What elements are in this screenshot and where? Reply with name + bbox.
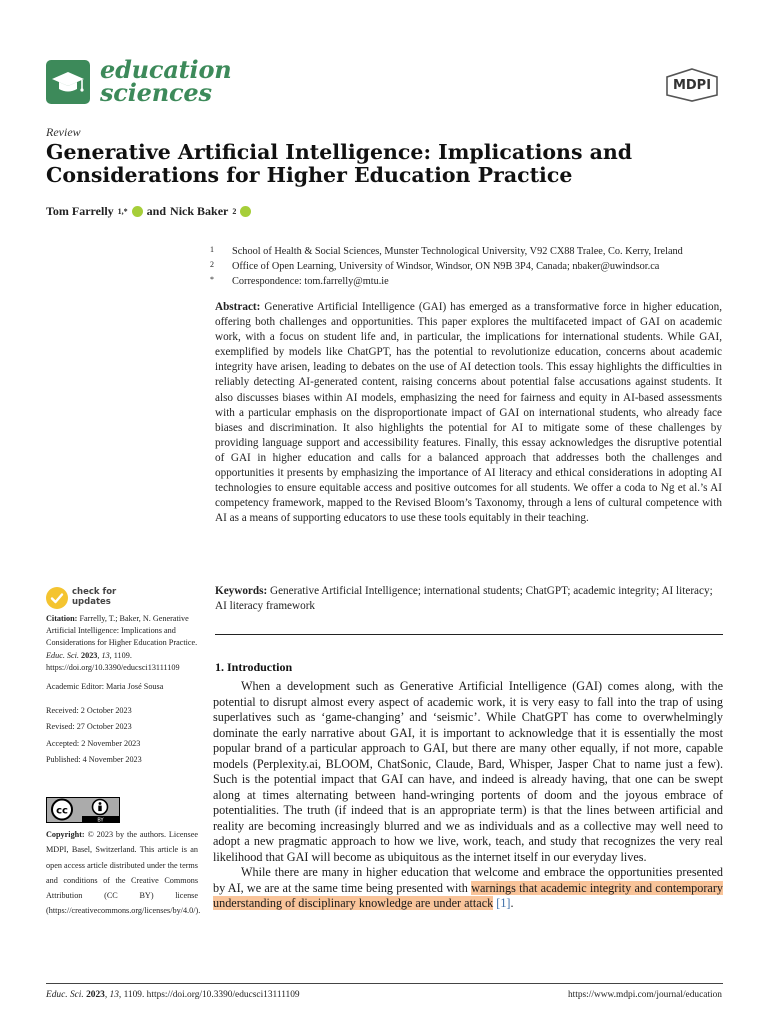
footer-volume: 13 <box>109 990 119 1000</box>
journal-name-line1: education <box>100 55 232 84</box>
abstract-label: Abstract: <box>215 301 261 313</box>
body-text <box>213 679 723 912</box>
license-badge-label: BY <box>97 817 104 823</box>
citation-volume: 13 <box>101 650 110 660</box>
journal-name-line2: sciences <box>100 78 212 107</box>
copyright-label: Copyright: <box>46 830 85 839</box>
footer-journal: Educ. Sci. <box>46 990 84 1000</box>
affiliation-text: Correspondence: tom.farrelly@mtu.ie <box>232 276 389 287</box>
affiliation-mark: 1 <box>210 245 214 254</box>
author-name[interactable]: Tom Farrelly <box>46 204 114 218</box>
svg-text:cc: cc <box>56 805 68 817</box>
paragraph-end: . <box>510 896 514 910</box>
copyright-notice <box>46 827 201 919</box>
affiliation-text: Office of Open Learning, University of Windsor, Windsor, ON N9B 3P4, Canada; nbaker@uwindsor.ca <box>232 261 660 272</box>
author-affiliation-mark: 1,* <box>117 207 128 216</box>
journal-name <box>100 55 232 107</box>
abstract-text: Generative Artificial Intelligence (GAI) has emerged as a transformative force in higher education, offering both challenges and opportunities. This paper explores the multifaceted impact of GAI on academic work, with a focus on student life and, in particular, the implications for international students. While GAI, exemplified by models like ChatGPT, has the potential to revolutionize education, concerns about academic integrity have arisen, leading to debates on the use of AI detection tools. This essay highlights the difficulties in reliably detecting AI-generated content, raising concerns about potential false accusations against students. It also discusses biases within AI models, emphasizing the need for fairness and equity in AI-based assessments with a particular emphasis on the disproportionate impact of GAI on international students, who already face biases and discrimination. It also highlights the potential for AI to mitigate some of these challenges by providing language support and accessibility features. Finally, this essay acknowledges the disruptive potential of GAI in higher education and calls for a balanced approach that addresses both the challenges and opportunities it presents by emphasizing the importance of AI literacy and ethical considerations in adopting AI technologies to ensure equitable access and positive outcomes for all students. We offer a coda to Ng et al.’s AI competency framework, mapped to the Revised Bloom’s Taxonomy, through a lens of cultural competence with AI as a means of supporting educators to use these tools equitably in their teaching. <box>215 301 722 525</box>
divider <box>215 634 723 635</box>
affiliation-mark: 2 <box>210 260 214 269</box>
highlighted-text[interactable]: warnings that academic integrity and contemporary understanding of disciplinary knowledge are under attack <box>213 880 723 910</box>
paragraph-text: While there are many in higher education that welcome and embrace the opportunities presented by AI, we are at the same time being presented with <box>213 865 723 895</box>
check-for-updates-button[interactable] <box>46 586 156 610</box>
author-affiliation-mark: 2 <box>232 207 237 216</box>
orcid-icon[interactable] <box>132 206 143 217</box>
check-updates-line1: check for <box>72 587 117 597</box>
journal-logo[interactable] <box>46 55 232 107</box>
publisher-name: MDPI <box>672 78 712 93</box>
keywords <box>215 584 725 614</box>
keywords-label: Keywords: <box>215 585 268 597</box>
check-for-updates-icon <box>46 587 68 609</box>
date-received: Received: 2 October 2023 <box>46 706 132 716</box>
paragraph: When a development such as Generative Artificial Intelligence (GAI) comes along, with the potential to disrupt almost every aspect of academic work, it is very easy to fall into the trap of using superlatives such as ‘game-changing’ and ‘seismic’. While ChatGPT has come to overwhelmingly dominate the early narrative about GAI, it is important to acknowledge that it is essentially the most popular brand of a particular approach to GAI, but there are many other equally, if not more, capable models (Perplexity.ai, BLOOM, ChatSonic, Claude, Bard, Whisper, Jasper Chat to name just a few). Such is the potential impact that GAI can have, and indeed is already having, that one can be swept along at times alternating between hand-wringing portents of doom and the joyous embrace of potentialities. The truth (if indeed that is an appropriate term) is that the lines between artificial and reality are becoming increasingly blurred and we as individuals and as a collective may well need to adopt a new pragmatic approach to how we live, work, teach, and study that recognizes the very real likelihood that GAI will become as ubiquitous as the internet itself in our everyday lives. <box>213 679 723 864</box>
article-info-sidebar <box>46 613 206 766</box>
citation: Citation: Farrelly, T.; Baker, N. Generative Artificial Intelligence: Implications and Considerations for Higher Education Practice. Educ. Sci. 2023, 13, 1109. https://doi.org/10.3390/educsci13111109 <box>46 614 198 672</box>
footer-doi[interactable]: , 1109. https://doi.org/10.3390/educsci13111109 <box>118 990 300 1000</box>
copyright-text: © 2023 by the authors. Licensee MDPI, Basel, Switzerland. This article is an open access article distributed under the terms and conditions of the Creative Commons Attribution (CC BY) license (https://creativecommons.org/licenses/by/4.0/). <box>46 830 201 916</box>
footer-divider <box>46 983 723 984</box>
author-list <box>46 204 251 219</box>
date-accepted: Accepted: 2 November 2023 <box>46 738 141 748</box>
citation-year: 2023 <box>81 650 98 660</box>
affiliations <box>210 244 730 289</box>
date-revised: Revised: 27 October 2023 <box>46 722 132 732</box>
footer-citation: Educ. Sci. 2023, 13, 1109. https://doi.org/10.3390/educsci13111109 <box>46 990 300 1000</box>
footer-year: 2023 <box>86 990 105 1000</box>
creative-commons-icon <box>52 800 72 820</box>
check-for-updates-label <box>72 587 116 607</box>
citation-text: Farrelly, T.; Baker, N. Generative Artificial Intelligence: Implications and Considerations for Higher Education Practice. <box>46 614 198 648</box>
citation-label: Citation: <box>46 614 78 623</box>
affiliation-mark: * <box>210 275 214 284</box>
mdpi-logo-icon[interactable] <box>664 68 720 102</box>
affiliation-item <box>210 259 730 274</box>
article-type: Review <box>46 125 81 139</box>
abstract <box>215 300 722 526</box>
keywords-text: Generative Artificial Intelligence; international students; ChatGPT; academic integrity; AI literacy; AI literacy framework <box>215 585 713 613</box>
by-attribution-icon <box>93 800 108 815</box>
affiliation-item <box>210 244 730 259</box>
orcid-icon[interactable] <box>240 206 251 217</box>
author-name[interactable]: Nick Baker <box>170 204 229 218</box>
affiliation-item <box>210 274 730 289</box>
citation-doi[interactable]: , 1109. https://doi.org/10.3390/educsci13111109 <box>46 650 180 672</box>
check-updates-line2: updates <box>72 597 111 607</box>
section-heading: 1. Introduction <box>215 660 293 674</box>
author-connector: and <box>146 204 167 218</box>
affiliation-text: School of Health & Social Sciences, Munster Technological University, V92 CX88 Tralee, Co. Kerry, Ireland <box>232 246 683 257</box>
paragraph <box>213 865 723 912</box>
academic-editor: Academic Editor: Maria José Sousa <box>46 682 164 692</box>
reference-link[interactable]: [1] <box>496 896 511 910</box>
article-title: Generative Artificial Intelligence: Implications and Considerations for Higher Education Practice <box>46 140 633 187</box>
date-published: Published: 4 November 2023 <box>46 754 142 764</box>
graduation-cap-icon <box>46 60 90 104</box>
footer-journal-url[interactable]: https://www.mdpi.com/journal/education <box>567 990 722 1000</box>
citation-journal: Educ. Sci. <box>46 650 79 660</box>
license-badge[interactable] <box>46 797 120 823</box>
